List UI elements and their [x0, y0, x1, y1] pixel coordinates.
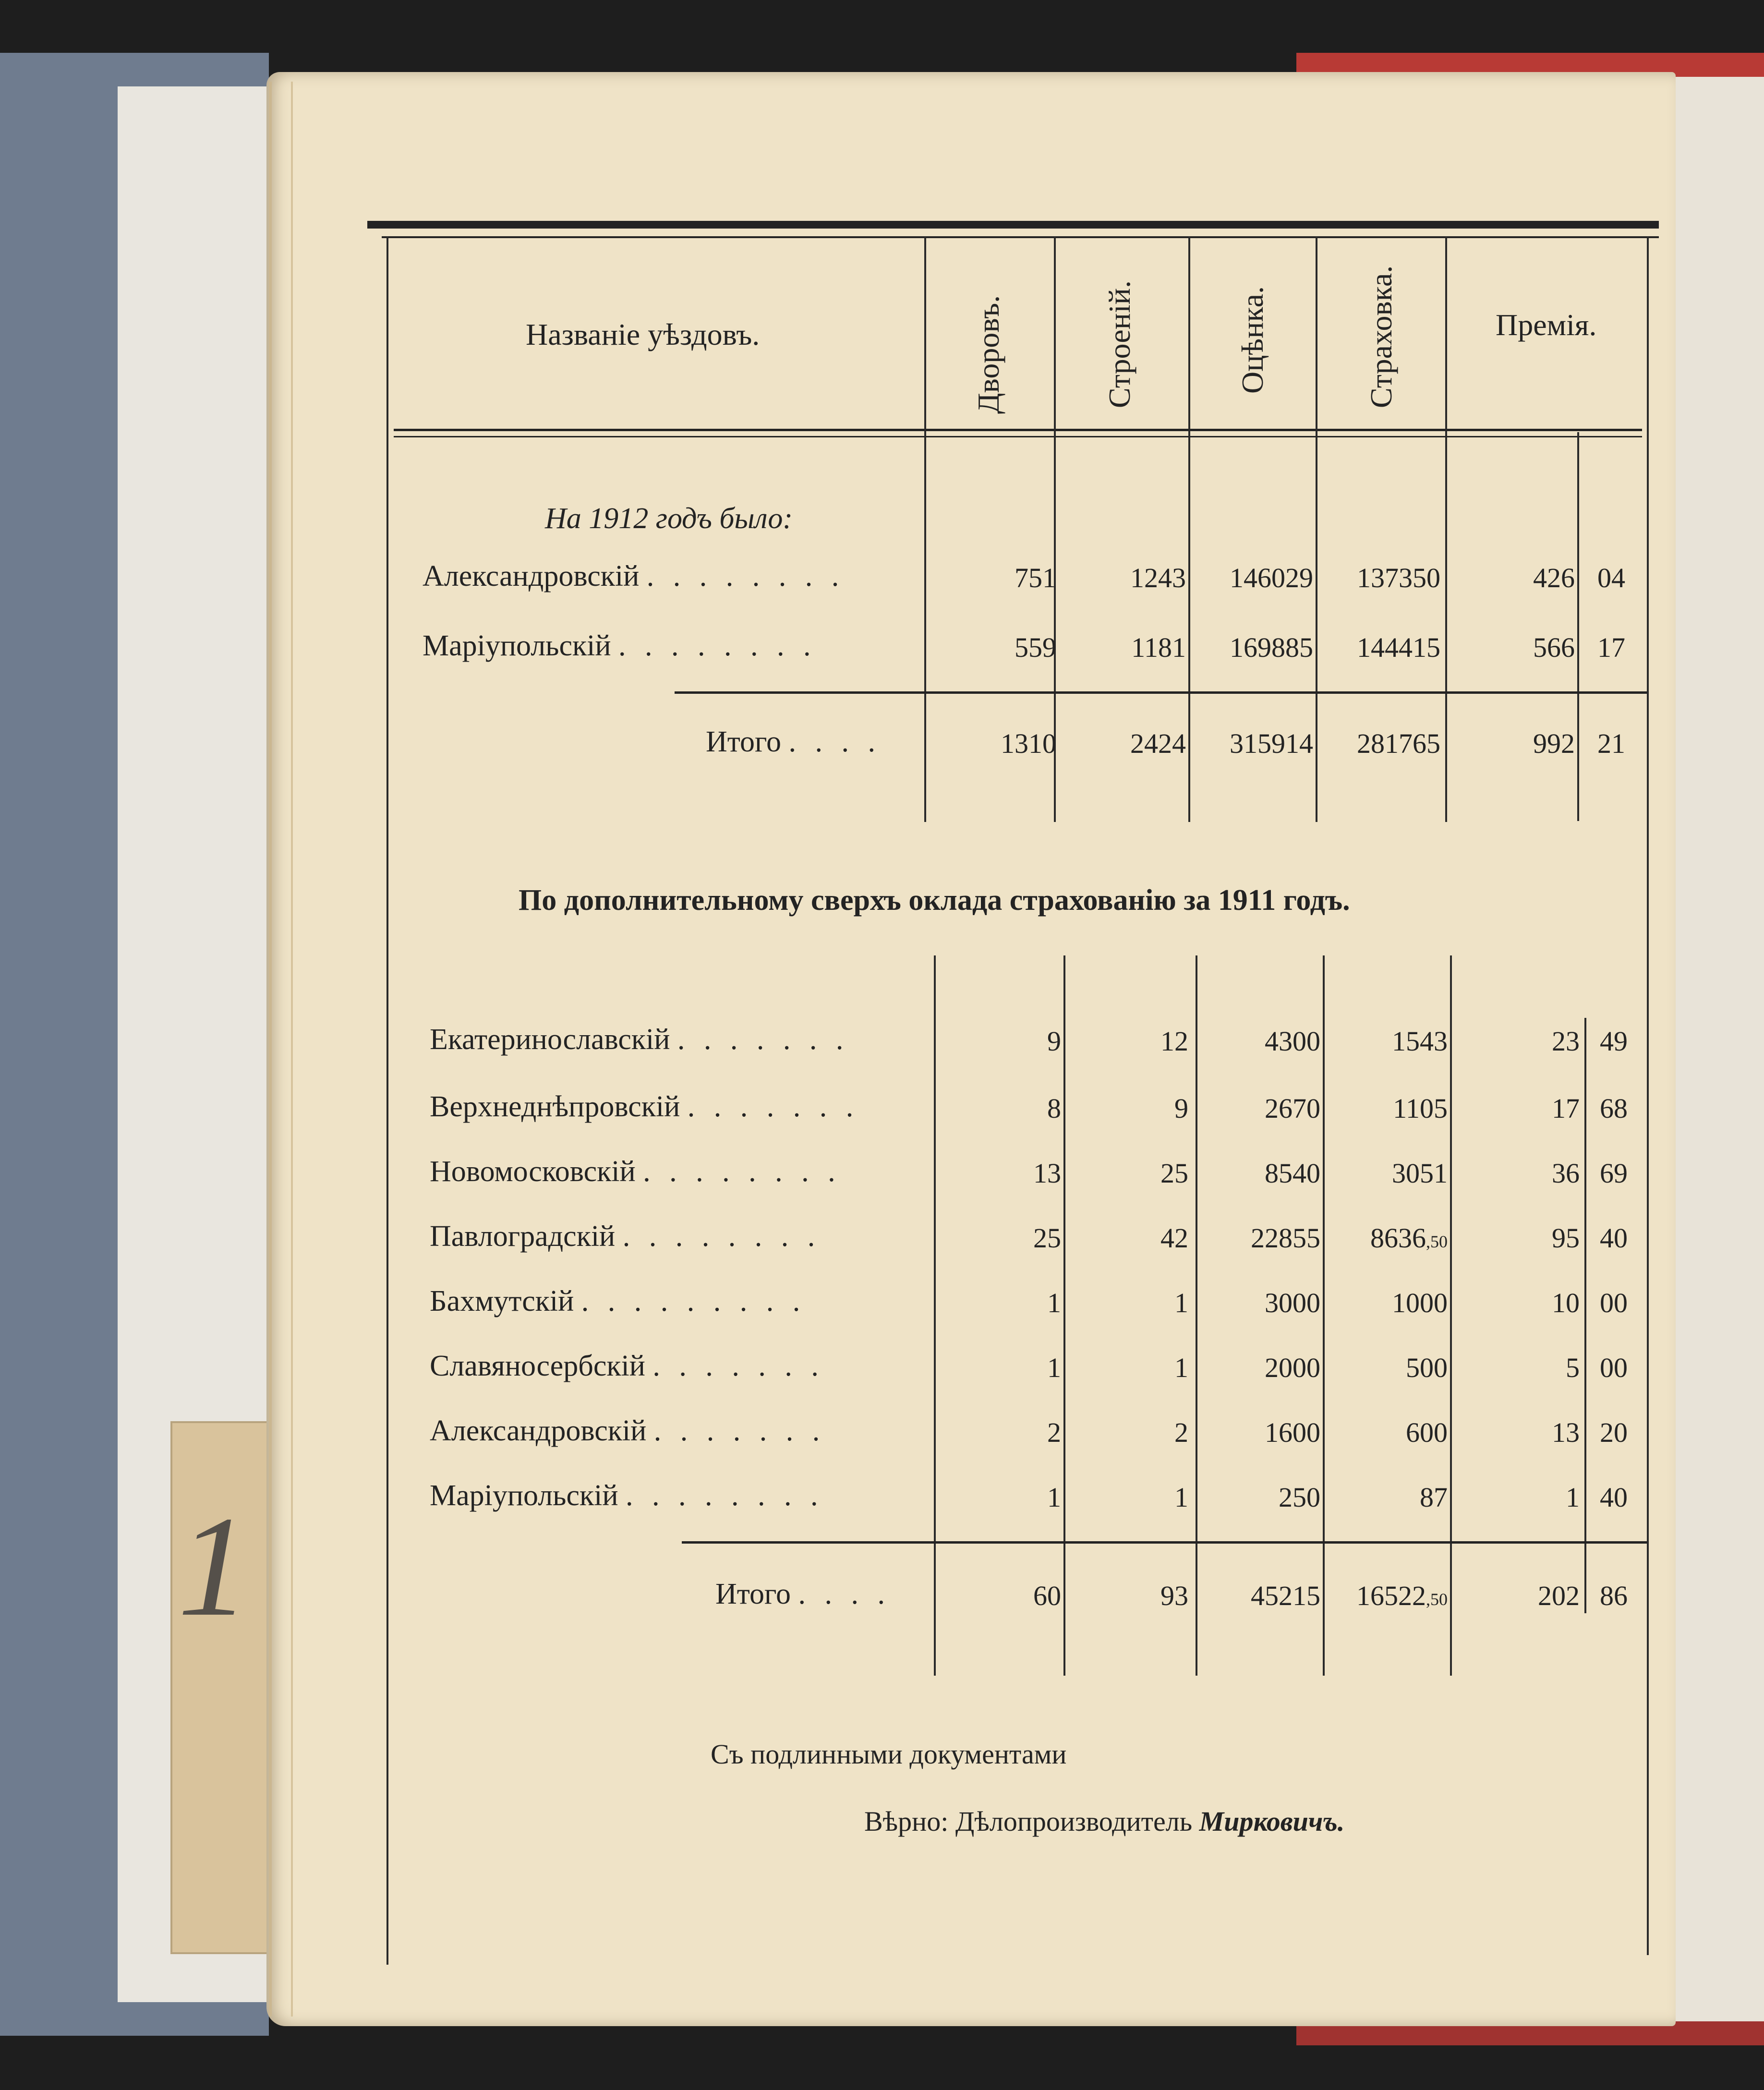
total-premium-rub: 992	[1533, 728, 1575, 759]
cell-premium-kop: 69	[1600, 1158, 1628, 1189]
cell-premium-rub: 95	[1552, 1222, 1580, 1254]
footer-certification: Съ подлинными документами	[711, 1739, 1067, 1770]
top-thin-rule	[382, 236, 1659, 238]
cell-yards: 1	[1047, 1482, 1061, 1513]
cell-buildings: 1	[1174, 1352, 1188, 1383]
total-premium-kop: 21	[1597, 728, 1625, 759]
row-label: Александровскій . . . . . . .	[430, 1414, 826, 1447]
cell-insurance: 1105	[1393, 1093, 1448, 1124]
cell-buildings: 25	[1160, 1158, 1188, 1189]
header-yards: Дворовъ.	[971, 295, 1005, 414]
row-label: Александровскій . . . . . . . .	[423, 560, 845, 592]
header-insurance: Страховка.	[1364, 265, 1398, 408]
cell-premium-rub: 5	[1566, 1352, 1580, 1383]
index-tab-mark: 1	[178, 1486, 250, 1646]
cell-valuation: 8540	[1265, 1158, 1320, 1189]
table-left-border	[387, 236, 388, 1965]
cell-premium-kop: 04	[1597, 562, 1625, 593]
header-district: Названіе уѣздовъ.	[526, 317, 760, 351]
subtotal-rule	[675, 691, 1647, 694]
cell-premium-rub: 10	[1552, 1287, 1580, 1318]
cell-premium-rub: 566	[1533, 632, 1575, 663]
cell-premium-rub: 17	[1552, 1093, 1580, 1124]
col2-divider-1	[934, 955, 936, 1676]
total-valuation: 45215	[1251, 1580, 1320, 1611]
footer-signature: Мирковичъ.	[1199, 1806, 1345, 1837]
cell-insurance: 8636,50	[1370, 1222, 1448, 1254]
cell-buildings: 2	[1174, 1417, 1188, 1448]
cell-yards: 13	[1033, 1158, 1061, 1189]
adjacent-page	[1661, 77, 1764, 2021]
footer-signature-line	[864, 1805, 1344, 1837]
cell-premium-rub: 426	[1533, 562, 1575, 593]
cell-insurance: 3051	[1392, 1158, 1448, 1189]
total-insurance: 281765	[1357, 728, 1440, 759]
row-label: Новомосковскій . . . . . . . .	[430, 1155, 841, 1188]
col-divider-1	[924, 236, 926, 822]
col2-divider-5	[1450, 955, 1452, 1676]
header-valuation: Оцѣнка.	[1235, 286, 1269, 394]
header-bottom-rule-2	[394, 436, 1642, 437]
col-divider-4	[1316, 236, 1317, 822]
total-valuation: 315914	[1230, 728, 1313, 759]
top-thick-rule	[367, 221, 1659, 229]
cell-insurance: 1000	[1392, 1287, 1448, 1318]
cell-valuation: 169885	[1230, 632, 1313, 663]
cell-premium-kop: 00	[1600, 1352, 1628, 1383]
cell-valuation: 4300	[1265, 1026, 1320, 1057]
cell-yards: 1	[1047, 1287, 1061, 1318]
cell-buildings: 1	[1174, 1482, 1188, 1513]
total-buildings: 93	[1160, 1580, 1188, 1611]
cell-buildings: 42	[1160, 1222, 1188, 1254]
cell-premium-rub: 13	[1552, 1417, 1580, 1448]
cell-insurance: 500	[1406, 1352, 1448, 1383]
header-buildings: Строеній.	[1102, 280, 1136, 408]
total-premium-kop: 86	[1600, 1580, 1628, 1611]
cell-yards: 2	[1047, 1417, 1061, 1448]
section2-heading: По дополнительному сверхъ оклада страхованію за 1911 годъ.	[519, 884, 1350, 917]
cell-insurance: 87	[1420, 1482, 1448, 1513]
total-buildings: 2424	[1130, 728, 1186, 759]
cell-premium-kop: 49	[1600, 1026, 1628, 1057]
section1-heading: На 1912 годъ было:	[545, 502, 793, 535]
row-label: Екатеринославскій . . . . . . .	[430, 1023, 849, 1056]
cell-valuation: 22855	[1251, 1222, 1320, 1254]
footer-signer-title: Вѣрно: Дѣлопроизводитель	[864, 1806, 1193, 1837]
cell-yards: 25	[1033, 1222, 1061, 1254]
cell-buildings: 1181	[1131, 632, 1186, 663]
page-edge	[269, 82, 293, 2017]
cell-valuation: 1600	[1265, 1417, 1320, 1448]
cell-yards: 559	[1015, 632, 1056, 663]
cell-premium-kop: 40	[1600, 1222, 1628, 1254]
header-bottom-rule	[394, 429, 1642, 431]
col-divider-3	[1188, 236, 1190, 822]
table-right-border	[1647, 236, 1649, 1955]
cell-insurance: 1543	[1392, 1026, 1448, 1057]
total-insurance: 16522,50	[1356, 1580, 1448, 1611]
total-premium-rub: 202	[1538, 1580, 1580, 1611]
cell-premium-kop: 40	[1600, 1482, 1628, 1513]
cell-valuation: 250	[1279, 1482, 1320, 1513]
cell-premium-kop: 00	[1600, 1287, 1628, 1318]
row-label: Славяносербскій . . . . . . .	[430, 1350, 824, 1382]
header-premium: Премія.	[1496, 308, 1597, 342]
cell-insurance: 144415	[1357, 632, 1440, 663]
row-label: Верхнеднѣпровскій . . . . . . .	[430, 1090, 859, 1123]
row-label: Бахмутскій . . . . . . . . .	[430, 1285, 806, 1317]
col-divider-5	[1445, 236, 1447, 822]
cell-premium-rub: 36	[1552, 1158, 1580, 1189]
cell-valuation: 2670	[1265, 1093, 1320, 1124]
cell-insurance: 137350	[1357, 562, 1440, 593]
row-label: Маріупольскій . . . . . . . .	[430, 1479, 824, 1512]
cell-buildings: 12	[1160, 1026, 1188, 1057]
col2-divider-3	[1196, 955, 1197, 1676]
cell-valuation: 146029	[1230, 562, 1313, 593]
col-divider-premium	[1577, 432, 1579, 821]
cell-yards: 8	[1047, 1093, 1061, 1124]
cell-insurance: 600	[1406, 1417, 1448, 1448]
col2-divider-2	[1063, 955, 1065, 1676]
subtotal-rule-2	[682, 1541, 1647, 1544]
cell-premium-kop: 20	[1600, 1417, 1628, 1448]
cell-yards: 751	[1015, 562, 1056, 593]
cell-premium-kop: 68	[1600, 1093, 1628, 1124]
cell-buildings: 1	[1174, 1287, 1188, 1318]
total-yards: 60	[1033, 1580, 1061, 1611]
total-label: Итого . . . .	[715, 1578, 891, 1610]
cell-buildings: 9	[1174, 1093, 1188, 1124]
cell-premium-rub: 1	[1566, 1482, 1580, 1513]
cell-buildings: 1243	[1130, 562, 1186, 593]
cell-valuation: 2000	[1265, 1352, 1320, 1383]
row-label: Павлоградскій . . . . . . . .	[430, 1220, 821, 1253]
cell-premium-kop: 17	[1597, 632, 1625, 663]
cell-yards: 1	[1047, 1352, 1061, 1383]
cell-premium-rub: 23	[1552, 1026, 1580, 1057]
total-yards: 1310	[1001, 728, 1056, 759]
col2-divider-4	[1323, 955, 1325, 1676]
cell-yards: 9	[1047, 1026, 1061, 1057]
cell-valuation: 3000	[1265, 1287, 1320, 1318]
row-label: Маріупольскій . . . . . . . .	[423, 629, 817, 662]
total-label: Итого . . . .	[706, 725, 881, 758]
col2-divider-premium	[1584, 1018, 1586, 1613]
